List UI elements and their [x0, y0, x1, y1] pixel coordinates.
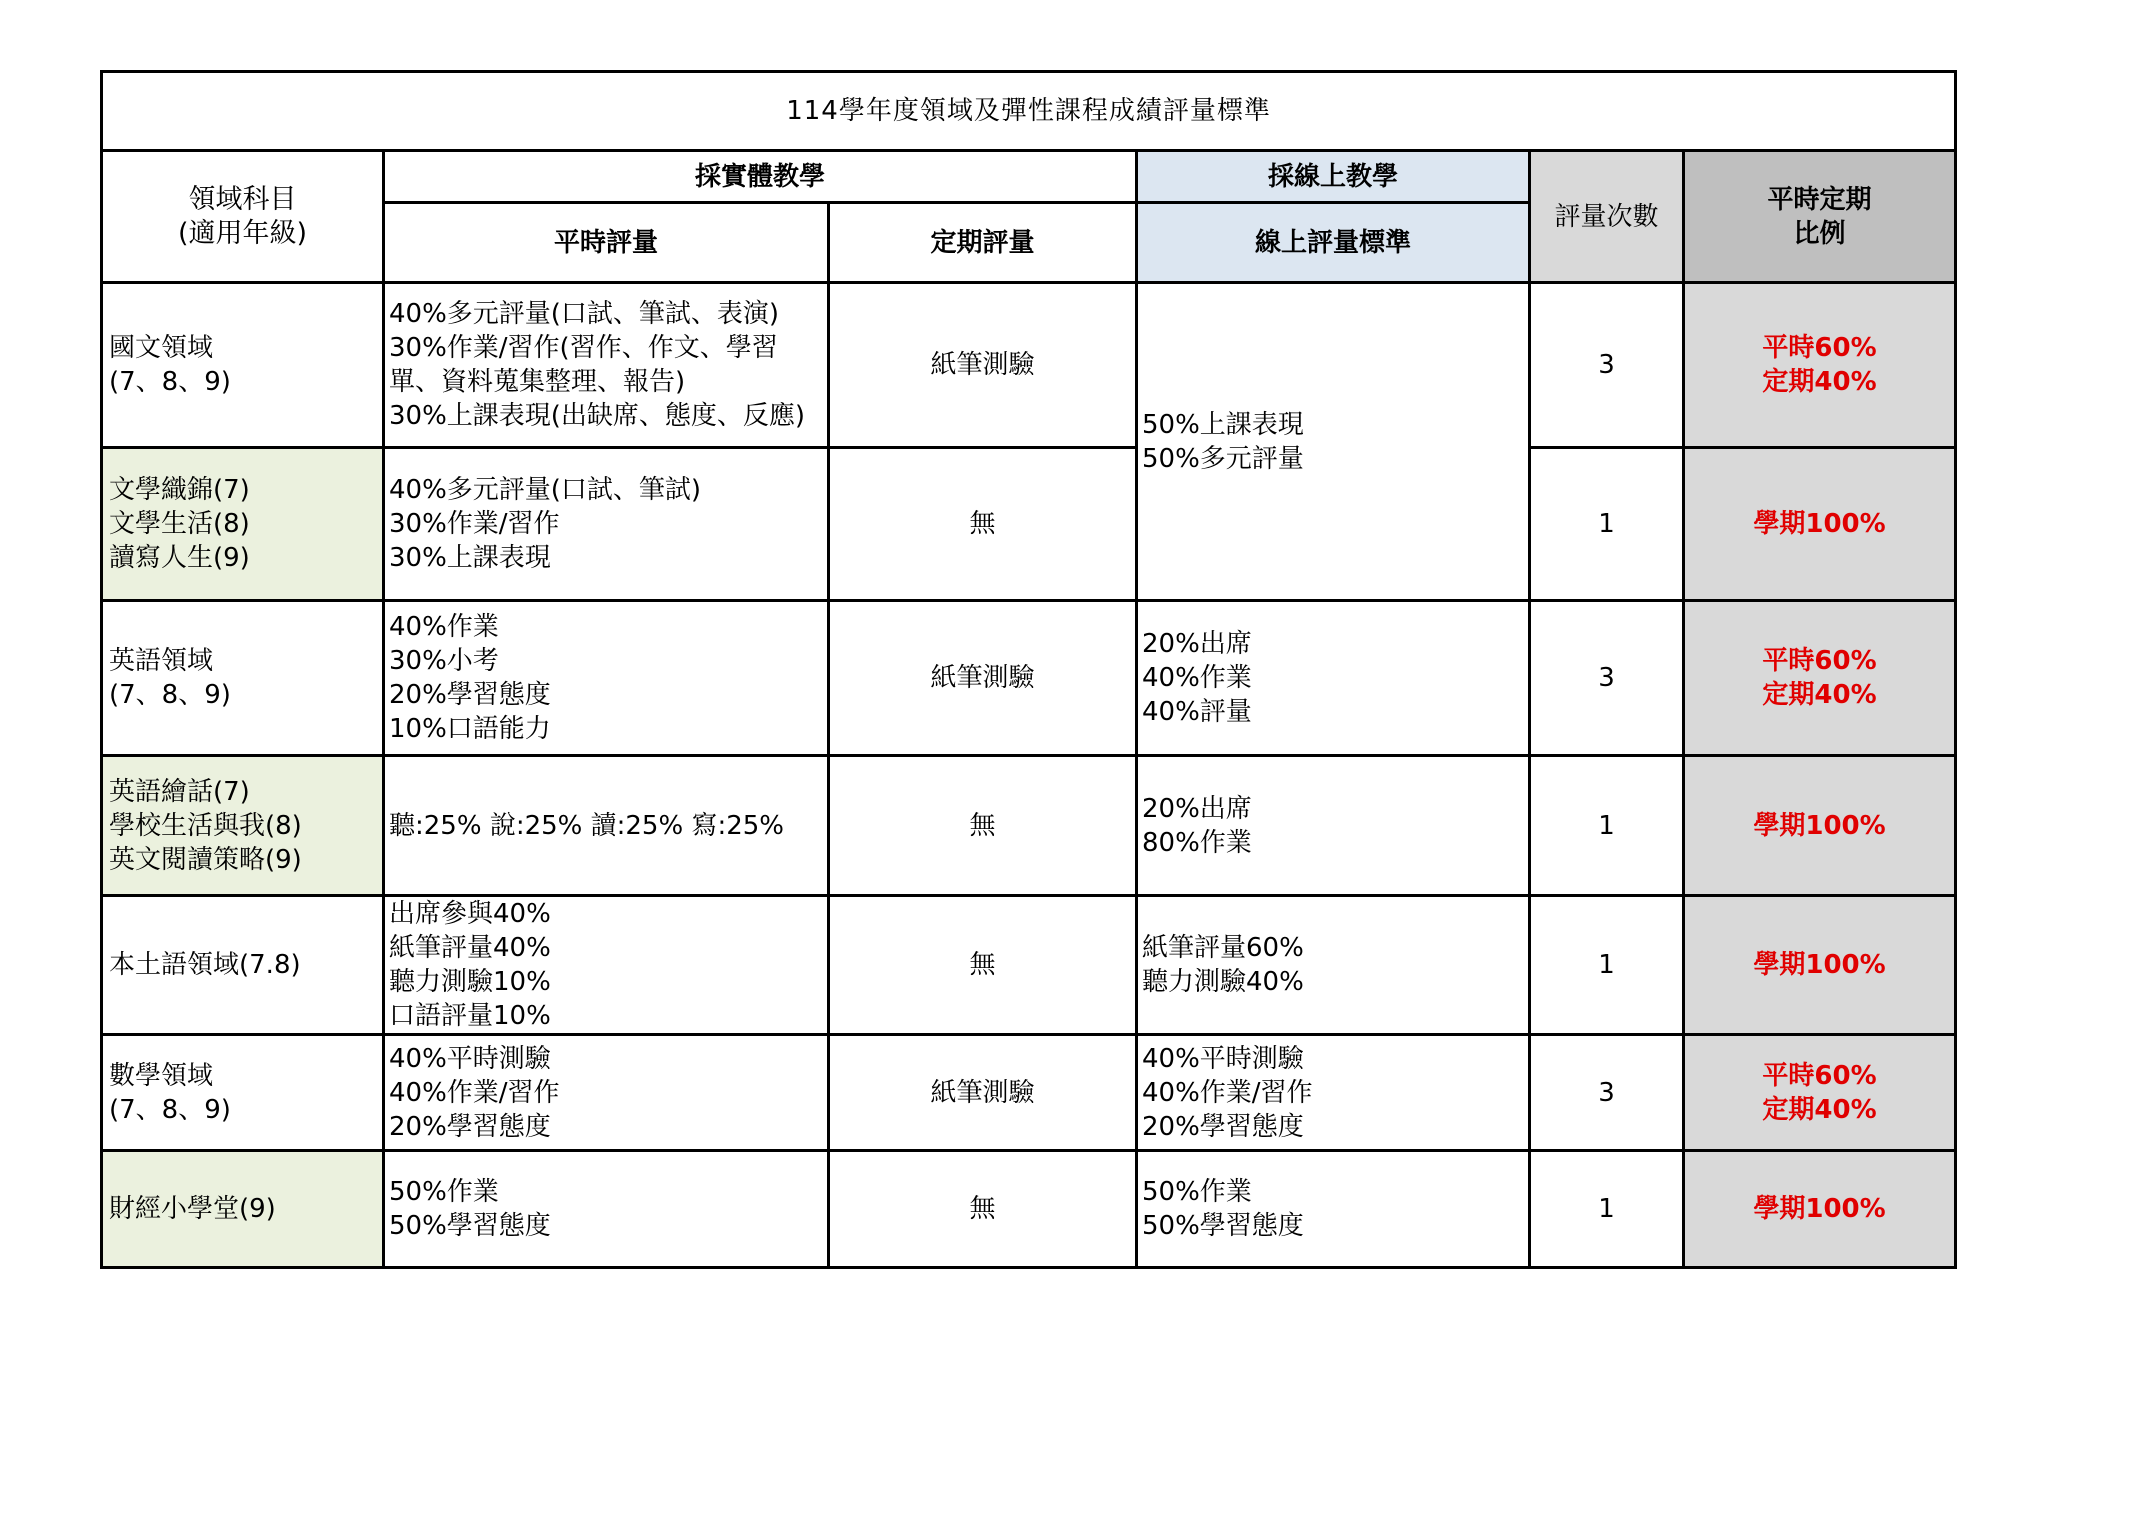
assessment-count-cell: 3 — [1530, 1035, 1684, 1151]
subject-line: (7、8、9) — [109, 1094, 231, 1125]
header-ratio-line1: 平時定期 — [1767, 184, 1872, 215]
header-ratio-line2: 比例 — [1793, 218, 1846, 249]
subject-line: (7、8、9) — [109, 367, 231, 397]
daily-line: 50%學習態度 — [389, 1211, 551, 1241]
table-title: 114學年度領域及彈性課程成績評量標準 — [102, 72, 1956, 151]
ratio-line: 平時60% — [1762, 1060, 1877, 1091]
assessment-count-cell: 1 — [1530, 1151, 1684, 1268]
daily-line: 聽力測驗10% — [389, 967, 551, 997]
ratio-line: 平時60% — [1762, 646, 1877, 676]
header-assessment-count: 評量次數 — [1530, 151, 1684, 283]
subject-line: 本土語領域(7.8) — [109, 950, 301, 980]
subject-line: 英文閱讀策略(9) — [109, 844, 302, 875]
subject-cell — [102, 448, 384, 601]
periodic-assessment-cell: 紙筆測驗 — [829, 601, 1137, 756]
daily-assessment-cell — [384, 756, 829, 896]
daily-line: 20%學習態度 — [389, 680, 551, 710]
ratio-line: 學期100% — [1753, 1194, 1886, 1224]
periodic-assessment-cell: 無 — [829, 1151, 1137, 1268]
online-line: 40%作業/習作 — [1142, 1077, 1313, 1108]
online-line: 40%作業 — [1142, 663, 1252, 693]
daily-line: 40%作業 — [389, 612, 499, 642]
subject-line: 文學生活(8) — [109, 509, 250, 539]
daily-assessment-cell — [384, 896, 829, 1035]
header-physical-teaching: 採實體教學 — [384, 151, 1137, 203]
online-line: 20%出席 — [1142, 629, 1252, 659]
online-line: 紙筆評量60% — [1142, 933, 1304, 963]
online-line: 50%學習態度 — [1142, 1211, 1304, 1241]
subject-line: (7、8、9) — [109, 680, 231, 710]
daily-line: 口語評量10% — [389, 1001, 551, 1031]
ratio-line: 定期40% — [1762, 367, 1877, 397]
online-standard-cell — [1137, 1151, 1530, 1268]
daily-line: 30%作業/習作(習作、作文、學習單、資料蒐集整理、報告) — [389, 333, 778, 397]
ratio-line: 定期40% — [1762, 680, 1877, 710]
subject-cell — [102, 896, 384, 1035]
daily-line: 40%作業/習作 — [389, 1077, 560, 1108]
online-line: 40%平時測驗 — [1142, 1043, 1304, 1074]
online-line: 50%作業 — [1142, 1177, 1252, 1207]
subject-cell — [102, 1151, 384, 1268]
header-daily-assessment: 平時評量 — [384, 203, 829, 283]
assessment-count-cell: 1 — [1530, 756, 1684, 896]
ratio-cell — [1684, 448, 1956, 601]
online-standard-cell — [1137, 601, 1530, 756]
periodic-assessment-cell: 無 — [829, 448, 1137, 601]
header-periodic-assessment: 定期評量 — [829, 203, 1137, 283]
periodic-assessment-cell: 紙筆測驗 — [829, 283, 1137, 448]
ratio-cell — [1684, 756, 1956, 896]
online-line: 20%出席 — [1142, 793, 1252, 824]
assessment-count-cell: 1 — [1530, 896, 1684, 1035]
subject-line: 英語領域 — [109, 646, 214, 676]
online-standard-cell — [1137, 283, 1530, 601]
daily-line: 40%平時測驗 — [389, 1043, 551, 1074]
table-row — [102, 1035, 1956, 1151]
daily-line: 40%多元評量(口試、筆試) — [389, 475, 702, 505]
online-standard-cell — [1137, 756, 1530, 896]
daily-assessment-cell — [384, 1035, 829, 1151]
ratio-line: 平時60% — [1762, 333, 1877, 363]
subject-line: 學校生活與我(8) — [109, 810, 302, 841]
periodic-assessment-cell: 無 — [829, 756, 1137, 896]
online-line: 50%上課表現 — [1142, 409, 1304, 440]
online-line: 聽力測驗40% — [1142, 967, 1304, 997]
daily-assessment-cell — [384, 601, 829, 756]
daily-line: 聽:25% 說:25% 讀:25% 寫:25% — [389, 810, 784, 841]
header-subject-line2: (適用年級) — [177, 217, 308, 249]
daily-line: 30%上課表現 — [389, 543, 551, 573]
ratio-cell — [1684, 1035, 1956, 1151]
ratio-line: 定期40% — [1762, 1094, 1877, 1125]
daily-line: 50%作業 — [389, 1177, 499, 1207]
table-row — [102, 448, 1956, 601]
subject-line: 國文領域 — [109, 333, 214, 363]
subject-line: 文學織錦(7) — [109, 475, 250, 505]
periodic-assessment-cell: 無 — [829, 896, 1137, 1035]
ratio-cell — [1684, 283, 1956, 448]
daily-assessment-cell — [384, 448, 829, 601]
daily-line: 30%小考 — [389, 646, 499, 676]
ratio-line: 學期100% — [1753, 509, 1886, 539]
assessment-count-cell: 3 — [1530, 601, 1684, 756]
table-row — [102, 1151, 1956, 1268]
header-online-standard: 線上評量標準 — [1137, 203, 1530, 283]
header-subject — [102, 151, 384, 283]
table-row — [102, 601, 1956, 756]
table-row — [102, 756, 1956, 896]
online-line: 40%評量 — [1142, 697, 1252, 727]
table-row — [102, 896, 1956, 1035]
daily-assessment-cell — [384, 1151, 829, 1268]
daily-line: 紙筆評量40% — [389, 933, 551, 963]
subject-line: 數學領域 — [109, 1060, 214, 1091]
daily-line: 30%上課表現(出缺席、態度、反應) — [389, 401, 806, 431]
assessment-count-cell: 3 — [1530, 283, 1684, 448]
grading-standards-table — [100, 70, 1957, 1269]
ratio-cell — [1684, 896, 1956, 1035]
online-standard-cell — [1137, 1035, 1530, 1151]
subject-cell — [102, 756, 384, 896]
subject-cell — [102, 601, 384, 756]
daily-line: 10%口語能力 — [389, 714, 551, 744]
daily-line: 40%多元評量(口試、筆試、表演) — [389, 299, 780, 329]
assessment-count-cell: 1 — [1530, 448, 1684, 601]
subject-line: 財經小學堂(9) — [109, 1194, 276, 1224]
subject-line: 讀寫人生(9) — [109, 543, 250, 573]
ratio-line: 學期100% — [1753, 810, 1886, 841]
header-ratio — [1684, 151, 1956, 283]
ratio-cell — [1684, 601, 1956, 756]
subject-cell — [102, 283, 384, 448]
daily-assessment-cell — [384, 283, 829, 448]
online-standard-cell — [1137, 896, 1530, 1035]
online-line: 50%多元評量 — [1142, 443, 1304, 474]
online-line: 20%學習態度 — [1142, 1111, 1304, 1142]
daily-line: 20%學習態度 — [389, 1111, 551, 1142]
subject-line: 英語繪話(7) — [109, 776, 250, 807]
online-line: 80%作業 — [1142, 827, 1252, 858]
periodic-assessment-cell: 紙筆測驗 — [829, 1035, 1137, 1151]
daily-line: 30%作業/習作 — [389, 509, 560, 539]
daily-line: 出席參與40% — [389, 899, 551, 929]
subject-cell — [102, 1035, 384, 1151]
ratio-line: 學期100% — [1753, 950, 1886, 980]
ratio-cell — [1684, 1151, 1956, 1268]
header-subject-line1: 領域科目 — [188, 183, 297, 215]
table-row — [102, 283, 1956, 448]
header-online-teaching: 採線上教學 — [1137, 151, 1530, 203]
